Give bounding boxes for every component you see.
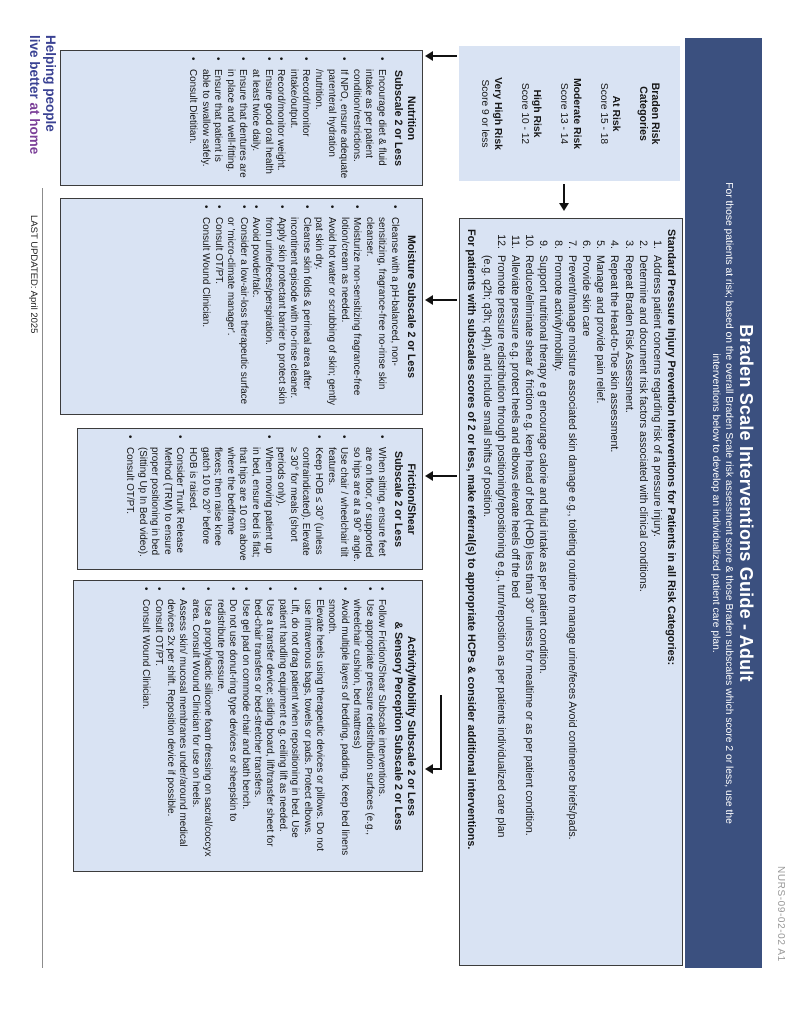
list-marker: •	[140, 587, 152, 591]
connector-arrow-line	[431, 299, 457, 301]
list-item-text: Avoid multiple layers of bedding, padding. Keep bed linens smooth.	[326, 599, 350, 856]
list-item-text: Ensure that dentures are in place and well-fitting.	[224, 69, 249, 178]
list-marker: 9.	[537, 240, 550, 249]
list-item-text: When moving patient up in bed, ensure bed is flat; that hips are 10 cm above where the bedframe flexes; then raise knee gatch 10 to 20° before HOB is raised.	[187, 447, 274, 561]
list-marker: •	[289, 587, 301, 591]
bullet-item	[286, 57, 311, 179]
list-marker: 12.	[494, 234, 507, 249]
numbered-item	[650, 225, 664, 955]
risk-level-at-risk	[597, 48, 622, 179]
list-marker: 2.	[636, 240, 649, 249]
heading-line: Subscale 2 or Less	[392, 451, 404, 547]
bullet-item	[349, 435, 387, 563]
braden-title-line2: Categories	[636, 86, 649, 141]
list-marker: 3.	[622, 240, 635, 249]
bullet-item	[350, 587, 375, 865]
tagline-line1: Helping people	[43, 35, 58, 132]
list-item-text: Repeat the Head-to-Toe skin assessment.	[608, 255, 621, 453]
moisture-bullet-list	[199, 205, 401, 408]
bullet-item	[198, 57, 223, 179]
list-marker: •	[202, 587, 214, 591]
bullet-item	[238, 587, 250, 865]
list-marker: •	[376, 57, 387, 61]
friction-shear-subscale-panel	[77, 428, 423, 570]
list-marker: •	[338, 435, 350, 439]
list-item-text: Promote pressure redistribution through positioning/repositioning e.g., turn/reposition as per patients individualized care plan (e.g. q2h; q3h; q4h), and include small shifts of position.	[479, 255, 507, 955]
list-marker: •	[313, 435, 325, 439]
list-item-text: Elevate heels using therapeutic devices or pillows. Do not use intravenous bags, towels or pads. Protect elbows.	[301, 599, 325, 851]
list-item-text: Use a prophylactic silicone foam dressing on sacral/coccyx area. Consult Wound Clinician for use on heels.	[189, 599, 214, 857]
heading-line: Activity/Mobility Subscale 2 or Less	[405, 635, 417, 817]
list-marker: 4.	[608, 240, 621, 249]
bullet-item	[251, 587, 276, 865]
numbered-item	[579, 225, 593, 955]
braden-risk-categories-panel	[459, 46, 680, 181]
bullet-item	[186, 57, 199, 179]
list-item-text: Do not use donut-ring type devices or sheepskin to redistribute pressure.	[214, 599, 239, 822]
list-item-text: Address patient concerns regarding risk of a pressure injury.	[651, 255, 663, 537]
heading-line: & Sensory Perception Subscale 2 or Less	[392, 621, 404, 831]
risk-level-score: Score 13 - 14	[558, 82, 570, 145]
list-marker: •	[363, 587, 375, 591]
activity-mobility-subscale-panel	[73, 580, 423, 872]
list-item-text: Avoid hot water or scrubbing of skin; gently pat skin dry.	[313, 217, 338, 406]
list-marker: •	[212, 205, 224, 209]
list-marker: •	[264, 587, 276, 591]
list-marker: •	[124, 435, 136, 439]
referral-note: For patients with subscales scores of 2 or less, make referral(s) to appropriate HCPs & consider additional interventions.	[465, 229, 478, 850]
list-item-text: Apply skin protectant barrier to protect skin from urine/feces/perspiration.	[263, 217, 287, 405]
numbered-item	[593, 225, 607, 955]
list-item-text: Use chair / wheelchair tilt features.	[325, 447, 350, 557]
tagline-line2-purple: at home	[27, 102, 43, 155]
list-item-text: Support nutritional therapy e g encourage calorie and fluid intake as per patient condition.	[537, 255, 550, 674]
standard-interventions-title: Standard Pressure Injury Prevention Interventions for Patients in all Risk Categories:	[665, 229, 677, 666]
list-marker: 7.	[565, 240, 578, 249]
list-marker: •	[262, 57, 274, 61]
list-item-text: Use appropriate pressure redistribution surfaces (e.g., wheelchair cushion, bed mattress)	[351, 599, 375, 836]
list-item-text: Consider Trunk Release Method (TRM) to ensure proper positioning in bed (Sitting Up In Bed video).	[136, 447, 186, 557]
list-marker: •	[389, 205, 400, 209]
list-item-text: Use a transfer device; sliding board, lift/transfer sheet for bed-chair transfers or bed-stretcher transfers.	[251, 599, 276, 847]
list-marker: •	[237, 57, 249, 61]
list-item-text: Prevent/manage moisture associated skin damage e.g., toileting routine to manage urine/feces Avoid continence briefs/pads.	[565, 255, 578, 840]
document-header	[685, 38, 762, 968]
bullet-item	[311, 57, 349, 179]
bullet-item	[213, 587, 238, 865]
last-updated-label: LAST UPDATED: April 2025	[28, 215, 39, 334]
bullet-item	[375, 587, 387, 865]
bullet-item	[349, 57, 387, 179]
risk-level-moderate	[557, 48, 582, 179]
list-item-text: Alleviate pressure e.g. protect heels and elbows elevate heels off the bed	[508, 255, 521, 599]
list-item-text: Avoid powder/talc.	[250, 217, 262, 298]
list-item-text: Consult Dietitian.	[187, 69, 199, 144]
list-item-text: Provide skin care	[579, 255, 592, 337]
risk-level-score: Score 9 or less	[479, 79, 491, 148]
list-marker: 5.	[594, 240, 607, 249]
list-item-text: Cleanse skin folds & perineal area after incontinent episode with no-rinse cleaner.	[288, 217, 312, 399]
bullet-item	[312, 205, 337, 408]
bullet-item	[199, 205, 212, 408]
list-marker: •	[177, 587, 189, 591]
list-marker: •	[300, 57, 312, 61]
list-marker: •	[300, 205, 312, 209]
connector-arrow-line	[431, 55, 457, 57]
activity-mobility-panel-heading	[391, 587, 417, 865]
connector-arrow-line	[563, 184, 565, 204]
list-item-text: Determine and document risk factors associated with clinical conditions.	[636, 255, 649, 592]
heading-line: Subscale 2 or Less	[392, 70, 404, 166]
nutrition-subscale-panel	[60, 50, 423, 186]
numbered-item	[550, 225, 564, 955]
footer-divider	[42, 188, 43, 968]
organization-tagline	[27, 35, 58, 154]
list-marker: 10.	[523, 234, 536, 249]
list-marker: •	[152, 587, 164, 591]
friction-shear-panel-heading	[391, 435, 417, 563]
bullet-item	[325, 587, 350, 865]
list-item-text: Consult Wound Clinician.	[140, 599, 152, 710]
list-item-text: Record/monitor weight.	[275, 69, 287, 171]
list-marker: •	[351, 205, 363, 209]
list-marker: •	[212, 57, 224, 61]
list-item-text: Consult OT/PT.	[124, 447, 136, 514]
list-item-text: Reduce/eliminate shear & friction e.g. keep head of bed (HOB) less than 30° unless for mealtime or as per patient condition.	[523, 255, 536, 836]
bullet-item	[337, 205, 362, 408]
numbered-item	[522, 225, 536, 955]
bullet-item	[261, 205, 286, 408]
bullet-item	[324, 435, 349, 563]
bullet-item	[300, 587, 325, 865]
bullet-item	[164, 587, 189, 865]
down-arrow-icon	[425, 471, 433, 481]
page-title: Braden Scale Interventions Guide - Adult	[736, 324, 756, 682]
bullet-item	[123, 435, 136, 563]
numbered-item	[565, 225, 579, 955]
risk-level-name: Very High Risk	[491, 77, 503, 150]
bullet-item	[135, 435, 185, 563]
braden-panel-title	[636, 48, 661, 179]
numbered-item	[607, 225, 621, 955]
list-marker: •	[174, 435, 186, 439]
bullet-item	[248, 57, 273, 179]
list-marker: •	[237, 205, 249, 209]
list-marker: 8.	[551, 240, 564, 249]
bullet-item	[249, 205, 262, 408]
connector-arrow-line	[432, 768, 442, 770]
list-item-text: Ensure good oral health at least twice daily.	[250, 69, 274, 174]
list-item-text: If NPO, ensure adequate parenteral hydration /nutrition.	[313, 69, 350, 179]
bullet-item	[362, 205, 400, 408]
list-item-text: Consult OT/PT.	[212, 217, 224, 284]
numbered-item	[621, 225, 635, 955]
heading-line: Friction/Shear	[405, 463, 417, 535]
bullet-item	[274, 435, 324, 563]
list-item-text: Manage and provide pain relief.	[594, 255, 607, 404]
bullet-item	[211, 205, 224, 408]
nutrition-bullet-list	[186, 57, 388, 179]
nutrition-panel-heading	[391, 57, 417, 179]
list-marker: •	[313, 587, 325, 591]
tagline-line2-navy: live better	[27, 35, 43, 103]
bullet-item	[151, 587, 163, 865]
list-marker: •	[239, 587, 251, 591]
bullet-item	[287, 205, 312, 408]
numbered-item	[536, 225, 550, 955]
list-item-text: Follow Friction/Shear Subscale interventions.	[376, 599, 387, 797]
down-arrow-icon	[425, 764, 433, 774]
numbered-item	[636, 225, 650, 955]
list-item-text: Keep HOB ≤ 30° (unless contraindicated). Elevate ≥ 30° for meals (short periods only).	[275, 447, 325, 556]
activity-mobility-bullet-list	[139, 587, 387, 865]
tagline-line2	[27, 35, 43, 154]
list-marker: •	[338, 57, 350, 61]
list-item-text: Lift, do not drag patient when repositioning in bed. Use patient handling equipment e.g. ceiling lift as needed.	[276, 599, 301, 838]
list-marker: •	[275, 205, 287, 209]
list-marker: 11.	[508, 235, 521, 249]
bullet-item	[275, 587, 300, 865]
list-item-text: Use gel pad on commode chair and bath bench.	[239, 599, 251, 810]
list-marker: •	[275, 57, 287, 61]
list-item-text: Repeat Braden Risk Assessment.	[622, 255, 635, 413]
risk-level-high	[517, 48, 542, 179]
list-marker: •	[200, 205, 212, 209]
list-marker: •	[187, 57, 199, 61]
risk-level-score: Score 10 - 12	[518, 82, 530, 145]
down-arrow-icon	[425, 51, 433, 61]
header-subtitle-line2: interventions below to develop an individualized patient care plan.	[710, 353, 722, 653]
list-item-text: Assess skin/ mucosal membranes under/around medical devices 2x per shift. Reposition device if possible.	[165, 599, 189, 847]
list-item-text: Consider a low-air-loss therapeutic surface or 'micro-climate manager'.	[225, 217, 249, 405]
bullet-item	[139, 587, 151, 865]
document-code: NURS-09-02-02 A1	[775, 866, 786, 962]
list-marker: •	[227, 587, 239, 591]
list-marker: •	[338, 587, 350, 591]
list-marker: •	[376, 587, 387, 591]
list-item-text: When sitting, ensure feet are on floor, or supported so hips are at a 90° angle.	[350, 447, 387, 562]
list-item-text: Record/monitor intake/output.	[287, 69, 312, 137]
list-item-text: Consult OT/PT.	[152, 599, 164, 666]
braden-title-line1: Braden Risk	[649, 82, 662, 145]
list-item-text: Promote activity/mobility.	[551, 255, 564, 372]
connector-arrow-line	[431, 475, 457, 477]
bullet-item	[223, 57, 248, 179]
list-item-text: Encourage diet & fluid intake as per patient condition/restrictions.	[350, 69, 387, 166]
list-marker: •	[326, 205, 338, 209]
list-marker: •	[376, 435, 387, 439]
bullet-item	[189, 587, 214, 865]
list-item-text: Moisturize non-sensitizing fragrance-free lotion/cream as needed.	[338, 217, 363, 396]
moisture-panel-heading	[404, 205, 417, 408]
heading-line: Moisture Subscale 2 or Less	[405, 234, 417, 379]
down-arrow-icon	[425, 295, 433, 305]
list-item-text: Cleanse with a pH-balanced, non-sensitizing, fragrance-free no-rinse skin cleanser.	[363, 217, 400, 390]
bullet-item	[224, 205, 249, 408]
list-item-text: Consult Wound Clinician.	[200, 217, 212, 328]
moisture-subscale-panel	[60, 198, 423, 415]
header-subtitle-line1: For those patients at risk; based on the overall Braden Scale risk assessment score & those Braden subscales which score 2 or less, use the	[723, 182, 734, 824]
risk-level-name: High Risk	[531, 89, 543, 138]
bullet-item	[186, 435, 274, 563]
risk-level-name: At Risk	[610, 95, 622, 132]
connector-arrow-line	[440, 695, 442, 770]
standard-interventions-list	[479, 225, 664, 955]
risk-level-name: Moderate Risk	[570, 77, 582, 150]
list-item-text-line2: (e.g. q2h; q3h; q4h), and include small shifts of position.	[480, 255, 493, 518]
standard-interventions-panel	[459, 218, 683, 966]
list-marker: 6.	[579, 240, 592, 249]
list-marker: •	[262, 435, 274, 439]
risk-level-score: Score 15 - 18	[597, 82, 609, 145]
numbered-item	[508, 225, 522, 955]
list-item-text: Ensure that patient is able to swallow safely.	[199, 69, 224, 167]
list-marker: 1.	[651, 240, 663, 249]
numbered-item	[479, 225, 507, 955]
heading-line: Nutrition	[405, 95, 417, 141]
right-arrow-icon	[559, 203, 569, 211]
bullet-item	[274, 57, 287, 179]
risk-level-very-high	[478, 48, 503, 179]
friction-shear-bullet-list	[123, 435, 387, 563]
list-marker: •	[250, 205, 262, 209]
